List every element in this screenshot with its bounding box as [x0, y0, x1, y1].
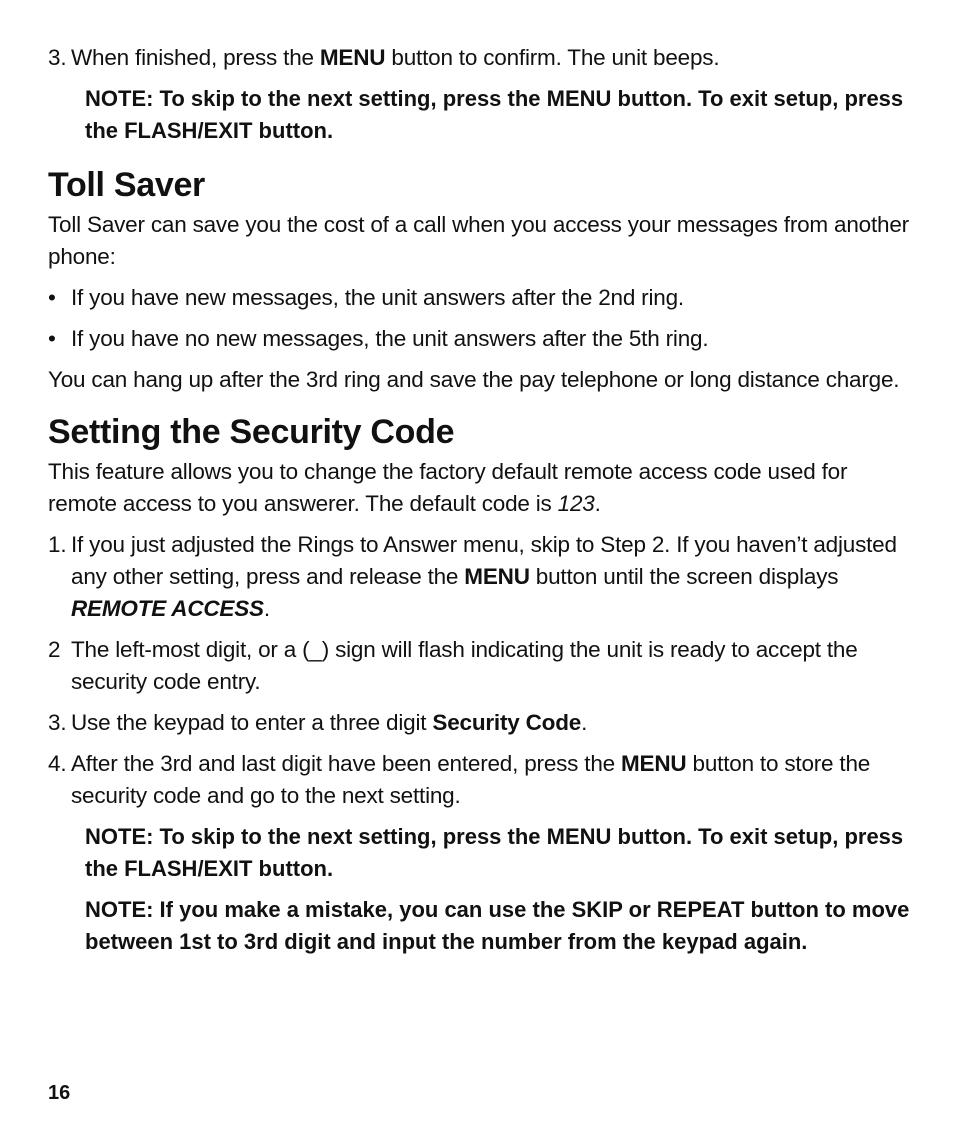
- step-number: 4.: [48, 751, 67, 776]
- default-code: 123: [557, 491, 595, 516]
- step-text-post: button to store the security code and go to the next setting.: [71, 751, 871, 808]
- security-code-keyword: Security Code: [432, 710, 582, 735]
- step-text: The left-most digit, or a (_) sign will flash indicating the unit is ready to accept the security code entry.: [71, 637, 858, 694]
- menu-keyword: MENU: [319, 45, 386, 70]
- toll-saver-intro: Toll Saver can save you the cost of a call when you access your messages from another phone:: [48, 212, 909, 269]
- step-number: 1.: [48, 532, 67, 557]
- bullet-text: If you have new messages, the unit answers after the 2nd ring.: [71, 285, 684, 310]
- security-step-4: [48, 748, 918, 812]
- step-text-post: .: [263, 596, 270, 621]
- bullet-text: If you have no new messages, the unit answers after the 5th ring.: [71, 326, 709, 351]
- security-code-intro: [48, 456, 918, 520]
- step-text: [71, 529, 918, 625]
- security-step-3: [48, 707, 918, 739]
- step-text-pre: Use the keypad to enter a three digit: [71, 710, 433, 735]
- bullet-item: [48, 323, 918, 355]
- step-text: [71, 748, 918, 812]
- manual-page: [48, 42, 918, 967]
- security-code-heading: Setting the Security Code: [48, 413, 455, 451]
- step-number: 3.: [48, 45, 67, 70]
- security-step-2: [48, 634, 918, 698]
- menu-keyword: MENU: [621, 751, 687, 776]
- step-text-mid: button until the screen displays: [529, 564, 839, 589]
- intro-punct: .: [594, 491, 601, 516]
- toll-saver-outro: You can hang up after the 3rd ring and save the pay telephone or long distance charge.: [48, 367, 900, 392]
- intro-text: This feature allows you to change the factory default remote access code used for remote access to you answerer. The default code is: [48, 459, 848, 516]
- security-step-1: [48, 529, 918, 625]
- remote-access-keyword: REMOTE ACCESS: [71, 596, 264, 621]
- step-text-pre: When finished, press the: [71, 45, 320, 70]
- note-skip-exit: NOTE: To skip to the next setting, press the MENU button. To exit setup, press the FLASH/EXIT button.: [85, 824, 904, 881]
- step-number: 2: [48, 637, 61, 662]
- page-number: 16: [48, 1082, 71, 1104]
- note-skip-exit: NOTE: To skip to the next setting, press the MENU button. To exit setup, press the FLASH/EXIT button.: [85, 86, 904, 143]
- step-number: 3.: [48, 710, 67, 735]
- menu-keyword: MENU: [464, 564, 530, 589]
- step-text: [71, 707, 587, 739]
- step-text-post: button to confirm. The unit beeps.: [385, 45, 720, 70]
- bullet-item: [48, 282, 918, 314]
- step-text-post: .: [581, 710, 588, 735]
- step-text: [71, 42, 719, 74]
- note-mistake: NOTE: If you make a mistake, you can use the SKIP or REPEAT button to move between 1st to 3rd digit and input the number from the keypad again.: [85, 897, 910, 954]
- bullet-icon: •: [48, 326, 56, 351]
- bullet-icon: •: [48, 285, 56, 310]
- step-3-finish: [48, 42, 918, 74]
- step-text-pre: After the 3rd and last digit have been entered, press the: [71, 751, 622, 776]
- step-text-pre: If you just adjusted the Rings to Answer menu, skip to Step 2. If you haven’t adjusted any other setting, press and release the: [71, 532, 897, 589]
- toll-saver-heading: Toll Saver: [48, 166, 205, 204]
